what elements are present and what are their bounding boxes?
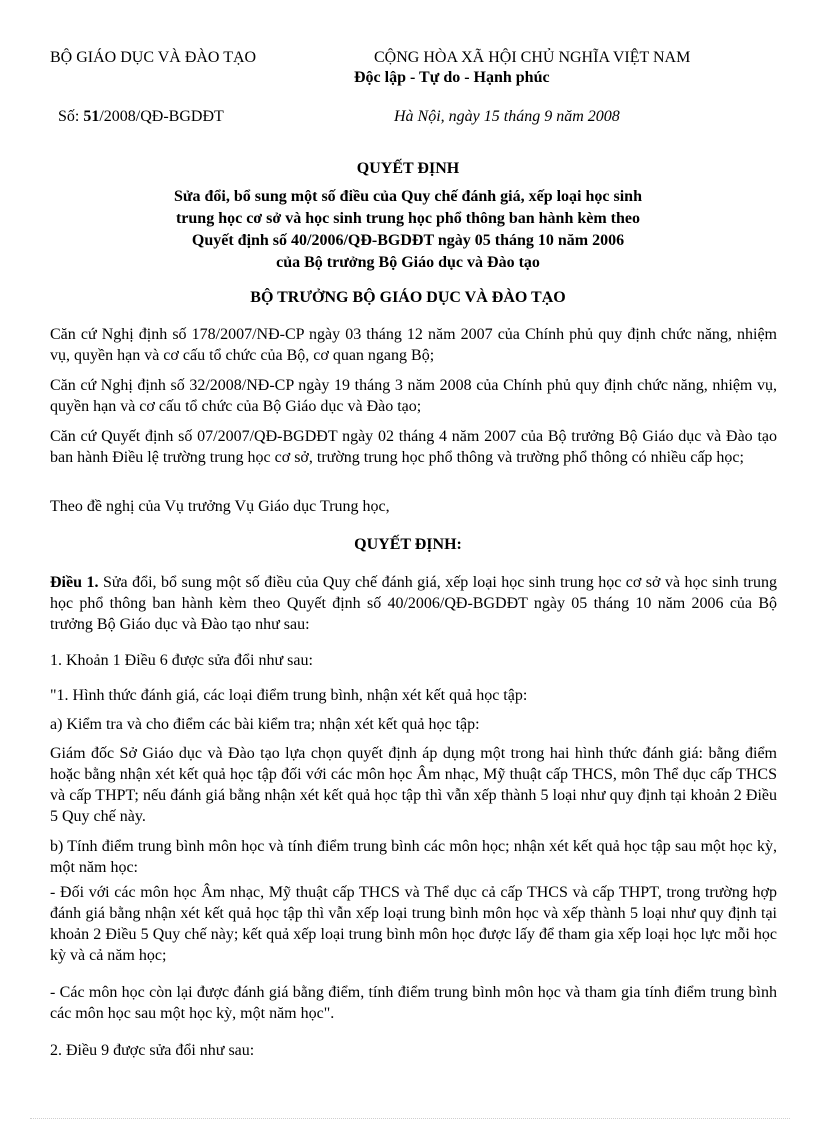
content-paragraph: a) Kiểm tra và cho điểm các bài kiểm tra; nhận xét kết quả học tập: xyxy=(50,716,480,733)
republic-name: CỘNG HÒA XÃ HỘI CHỦ NGHĨA VIỆT NAM xyxy=(374,49,691,66)
article-1-paragraph xyxy=(50,572,777,635)
preamble-paragraph: Căn cứ Quyết định số 07/2007/QĐ-BGDĐT ngày 02 tháng 4 năm 2007 của Bộ trưởng Bộ Giáo dục và Đào tạo ban hành Điều lệ trường trung học cơ sở, trường trung học phổ thông và trường phổ thông có nhiều cấp học; xyxy=(50,428,777,466)
subtitle-line: của Bộ trưởng Bộ Giáo dục và Đào tạo xyxy=(276,254,540,271)
decision-heading: QUYẾT ĐỊNH: xyxy=(354,536,462,553)
content-paragraph: 2. Điều 9 được sửa đổi như sau: xyxy=(50,1042,255,1059)
document-number-value: 51 xyxy=(83,108,100,125)
subtitle-line: Quyết định số 40/2006/QĐ-BGDĐT ngày 05 tháng 10 năm 2006 xyxy=(191,232,625,249)
content-paragraph: - Các môn học còn lại được đánh giá bằng điểm, tính điểm trung bình môn học và tham gia tính điểm trung bình các môn học sau một học kỳ, một năm học". xyxy=(50,984,777,1022)
issuing-authority: BỘ TRƯỞNG BỘ GIÁO DỤC VÀ ĐÀO TẠO xyxy=(250,289,566,306)
preamble-paragraph: Căn cứ Nghị định số 178/2007/NĐ-CP ngày 03 tháng 12 năm 2007 của Chính phủ quy định chức năng, nhiệm vụ, quyền hạn và cơ cấu tổ chức của Bộ, cơ quan ngang Bộ; xyxy=(50,326,777,364)
document-number-label: Số: xyxy=(58,108,84,125)
content-paragraph: "1. Hình thức đánh giá, các loại điểm trung bình, nhận xét kết quả học tập: xyxy=(50,687,528,704)
subtitle-line: Sửa đổi, bổ sung một số điều của Quy chế đánh giá, xếp loại học sinh xyxy=(174,188,642,205)
page-bottom-divider xyxy=(30,1118,790,1119)
decision-title: QUYẾT ĐỊNH xyxy=(356,160,460,177)
content-paragraph: 1. Khoản 1 Điều 6 được sửa đổi như sau: xyxy=(50,652,313,669)
issue-date: Hà Nội, ngày 15 tháng 9 năm 2008 xyxy=(394,108,620,125)
content-paragraph: - Đối với các môn học Âm nhạc, Mỹ thuật cấp THCS và Thể dục cả cấp THCS và cấp THPT, trong trường hợp đánh giá bằng nhận xét kết quả học tập thì vẫn xếp loại trung bình môn học và xếp thành 5 loại như quy định tại khoản 2 Điều 5 Quy chế này; kết quả xếp loại trung bình môn học được lấy để tham gia xếp loại học lực mỗi học kỳ và cả năm học; xyxy=(50,884,777,964)
article-1-label: Điều 1. xyxy=(50,574,99,591)
article-1-text: Sửa đổi, bổ sung một số điều của Quy chế đánh giá, xếp loại học sinh trung học cơ sở và học sinh trung học phổ thông ban hành kèm theo Quyết định số 40/2006/QĐ-BGDĐT ngày 05 tháng 10 năm 2006 của Bộ trưởng Bộ Giáo dục và Đào tạo như sau: xyxy=(50,574,778,633)
subtitle-line: trung học cơ sở và học sinh trung học phổ thông ban hành kèm theo xyxy=(175,210,641,227)
ministry-name: BỘ GIÁO DỤC VÀ ĐÀO TẠO xyxy=(50,49,257,66)
preamble-paragraph: Theo đề nghị của Vụ trưởng Vụ Giáo dục Trung học, xyxy=(50,498,390,515)
preamble-paragraph: Căn cứ Nghị định số 32/2008/NĐ-CP ngày 19 tháng 3 năm 2008 của Chính phủ quy định chức năng, nhiệm vụ, quyền hạn và cơ cấu tổ chức của Bộ Giáo dục và Đào tạo; xyxy=(50,377,777,415)
document-number-suffix: /2008/QĐ-BGDĐT xyxy=(99,108,224,125)
document-number xyxy=(58,107,224,127)
content-paragraph: b) Tính điểm trung bình môn học và tính điểm trung bình các môn học; nhận xét kết quả học tập sau một học kỳ, một năm học: xyxy=(50,838,777,876)
content-paragraph: Giám đốc Sở Giáo dục và Đào tạo lựa chọn quyết định áp dụng một trong hai hình thức đánh giá: bằng điểm hoặc bằng nhận xét kết quả học tập đối với các môn học Âm nhạc, Mỹ thuật cấp THCS, môn Thể dục cấp THCS và cấp THPT; nếu đánh giá bằng nhận xét kết quả học tập thì vẫn xếp thành 5 loại như quy định tại khoản 2 Điều 5 Quy chế này. xyxy=(50,745,777,825)
national-motto: Độc lập - Tự do - Hạnh phúc xyxy=(354,69,550,86)
